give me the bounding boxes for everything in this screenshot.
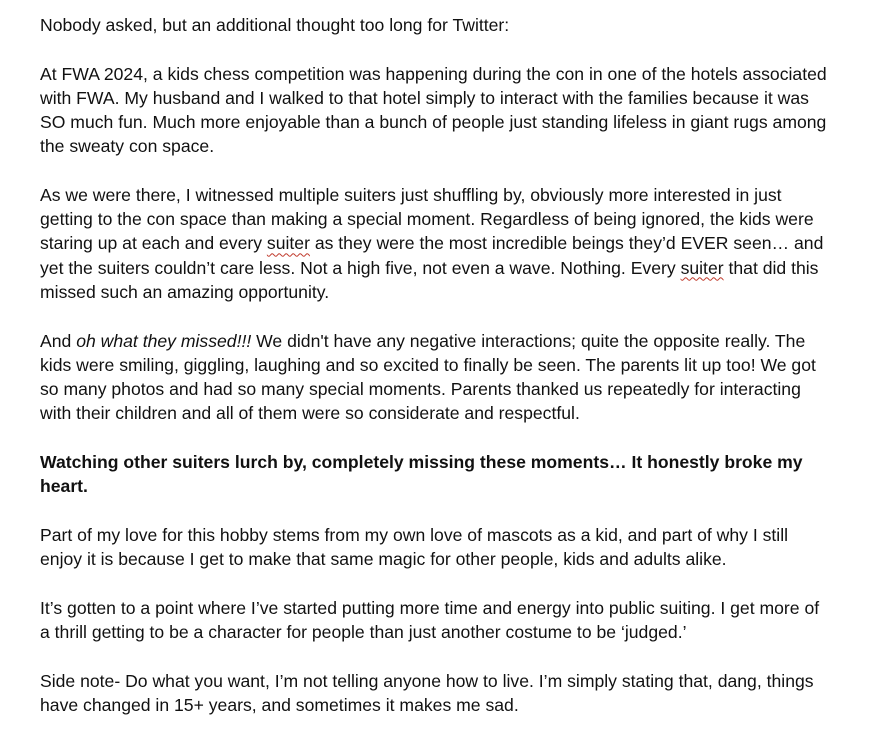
spellcheck-flagged-word[interactable]: suiter — [680, 257, 724, 278]
paragraph-side-note: Side note- Do what you want, I’m not telling anyone how to live. I’m simply stating that, dang, things have changed in 15+ years, and sometimes it makes me sad. — [40, 670, 814, 715]
paragraph-public-suiting: It’s gotten to a point where I’ve started putting more time and energy into public suiting. I get more of a thrill getting to be a character for people than just another costume to be ‘judged.’ — [40, 597, 820, 642]
italic-emphasis: oh what they missed!!! — [76, 330, 252, 351]
paragraph-text-segment: as they were the most incredible beings they’d EVER seen… and yet the suiters couldn’t care less. Not a high five, not even a wave. Nothing. Every — [40, 233, 824, 278]
paragraph-love-for-hobby: Part of my love for this hobby stems from my own love of mascots as a kid, and part of why I still enjoy it is because I get to make that same magic for other people, kids and adults alike. — [40, 524, 789, 569]
paragraph-bold-heartbreak: Watching other suiters lurch by, completely missing these moments… It honestly broke my heart. — [40, 451, 803, 497]
paragraph-text-segment: And — [40, 330, 77, 351]
document-body — [40, 13, 830, 741]
paragraph-text-segment: We didn't have any negative interactions; quite the opposite really. The kids were smiling, giggling, laughing and so excited to finally be seen. The parents lit up too! We got so many photos and had so many special moments. Parents thanked us repeatedly for interacting with their children and all of them were so considerate and respectful. — [40, 330, 816, 424]
paragraph-witnessed-suiters — [40, 183, 830, 304]
paragraph-what-they-missed — [40, 329, 830, 426]
spellcheck-flagged-word[interactable]: suiter — [266, 233, 310, 254]
paragraph-text-segment: that did this missed such an amazing opportunity. — [40, 257, 819, 302]
paragraph-intro: Nobody asked, but an additional thought too long for Twitter: — [40, 15, 510, 35]
paragraph-text-segment: As we were there, I witnessed multiple suiters just shuffling by, obviously more interested in just getting to the con space than making a special moment. Regardless of being ignored, the kids were staring up at each and every — [40, 185, 814, 254]
paragraph-fwa-2024: At FWA 2024, a kids chess competition was happening during the con in one of the hotels associated with FWA. My husband and I walked to that hotel simply to interact with the families because it was SO much fun. Much more enjoyable than a bunch of people just standing lifeless in giant rugs among the sweaty con space. — [40, 63, 827, 157]
